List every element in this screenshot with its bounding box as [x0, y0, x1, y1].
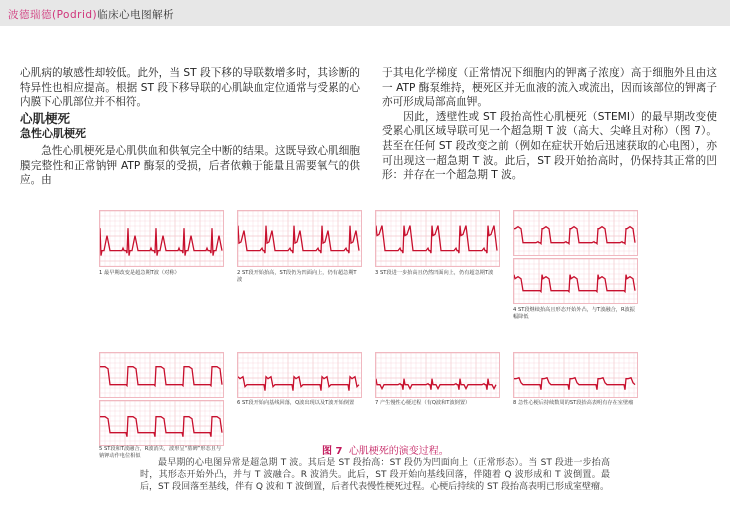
ecg-panel-8	[513, 352, 638, 398]
ecg-trace	[514, 275, 635, 292]
caption-2: 2 ST段开始抬高，ST段仍为凹面向上，仍有超急期T波	[237, 270, 357, 283]
ecg-panel-4b	[513, 258, 638, 304]
caption-6: 6 ST段开始向基线回落，Q波出现以及T波开始倒置	[237, 400, 355, 406]
page-header	[0, 0, 730, 26]
caption-3: 3 ST段进一步抬高且仍然凹面向上，仍有超急期T波	[375, 270, 494, 276]
ecg-panel-1	[99, 210, 224, 267]
caption-1: 1 最早期改变是超急期T波（对称）	[99, 270, 180, 276]
figure-description: 最早期的心电图异常是超急期 T 波。其后是 ST 段抬高：ST 段仍为凹面向上（正常形态）。当 ST 段进一步抬高时，其形态开始外凸，并与 T 波融合。R 波消失。此后，ST 段开始向基线回落，伴随着 Q 波形成和 T 波倒置。最后，ST 段回落至基线，伴有 Q 波和 T 波倒置，后者代表慢性梗死过程。心梗后持续的 ST 段抬高表明已形成室壁瘤。	[140, 458, 610, 492]
figure-title: 图 7 心肌梗死的演变过程。	[322, 446, 449, 457]
ecg-trace	[100, 417, 222, 437]
book-title: 波德瑞德(Podrid)临床心电图解析	[8, 9, 175, 21]
ecg-strip	[376, 211, 499, 266]
caption-7: 7 产生慢性心梗过程（有Q波和T波倒置）	[375, 400, 471, 406]
ecg-trace	[100, 228, 222, 256]
subsection-heading: 急性心肌梗死	[20, 127, 86, 141]
left-para-2: 急性心肌梗死是心肌供血和供氧完全中断的结果。这既导致心肌细胞膜完整性和正常钠钾 ATP 酶泵的受损，后者依赖于能量且需要氧气的供应。由	[20, 144, 360, 187]
right-para-2: 因此，透壁性或 ST 段抬高性心肌梗死（STEMI）的最早期改变使受累心肌区域导联可见一个超急期 T 波（高大、尖峰且对称）（图 7）。甚至在任何 ST 段改变之前（例如在症状开始后迅速获取的心电图），亦可出现这一超急期 T 波。此后，ST 段开始抬高时，仍保持其正常的凹形：并存在一个超急期 T 波。	[382, 110, 717, 182]
section-heading: 心肌梗死	[20, 110, 71, 126]
caption-5: 5 ST段和T波融合，R波消失，波形呈“墓碑”形态且与钠钾动作电位相似	[99, 446, 222, 459]
ecg-panel-5a	[99, 352, 224, 398]
ecg-panel-3	[375, 210, 500, 267]
ecg-strip	[238, 211, 361, 266]
ecg-strip	[514, 353, 637, 397]
caption-4: 4 ST段继续抬高且形态开始外凸，与T波融合，R波振幅降低	[513, 307, 635, 320]
ecg-strip	[100, 353, 223, 397]
left-para-1: 心肌病的敏感性却较低。此外，当 ST 段下移的导联数增多时，其诊断的特异性也相应提高。根据 ST 段下移导联的心肌缺血定位通常与受累的心内膜下心肌部位并不相符。	[20, 67, 360, 109]
ecg-trace	[238, 377, 359, 391]
ecg-trace	[376, 226, 497, 254]
right-para-1: 于其电化学梯度（正常情况下细胞内的钾离子浓度）高于细胞外且由这一 ATP 酶泵维持，梗死区并无血液的流入或流出，因而该部位的钾离子亦可形成局部高血钾。	[382, 67, 717, 109]
ecg-panel-2	[237, 210, 362, 267]
ecg-strip	[100, 211, 223, 266]
ecg-panel-4a	[513, 210, 638, 256]
ecg-strip	[514, 211, 637, 255]
ecg-panel-7	[375, 352, 500, 398]
ecg-strip	[376, 353, 499, 397]
ecg-strip	[514, 259, 637, 303]
ecg-strip	[100, 401, 223, 445]
caption-8: 8 急性心梗后持续数周的ST段抬高表明有存在室壁瘤	[513, 400, 634, 406]
left-column	[20, 66, 360, 188]
right-column	[382, 66, 717, 183]
ecg-panel-5b	[99, 400, 224, 446]
ecg-panel-6	[237, 352, 362, 398]
ecg-trace	[238, 226, 359, 254]
ecg-strip	[238, 353, 361, 397]
